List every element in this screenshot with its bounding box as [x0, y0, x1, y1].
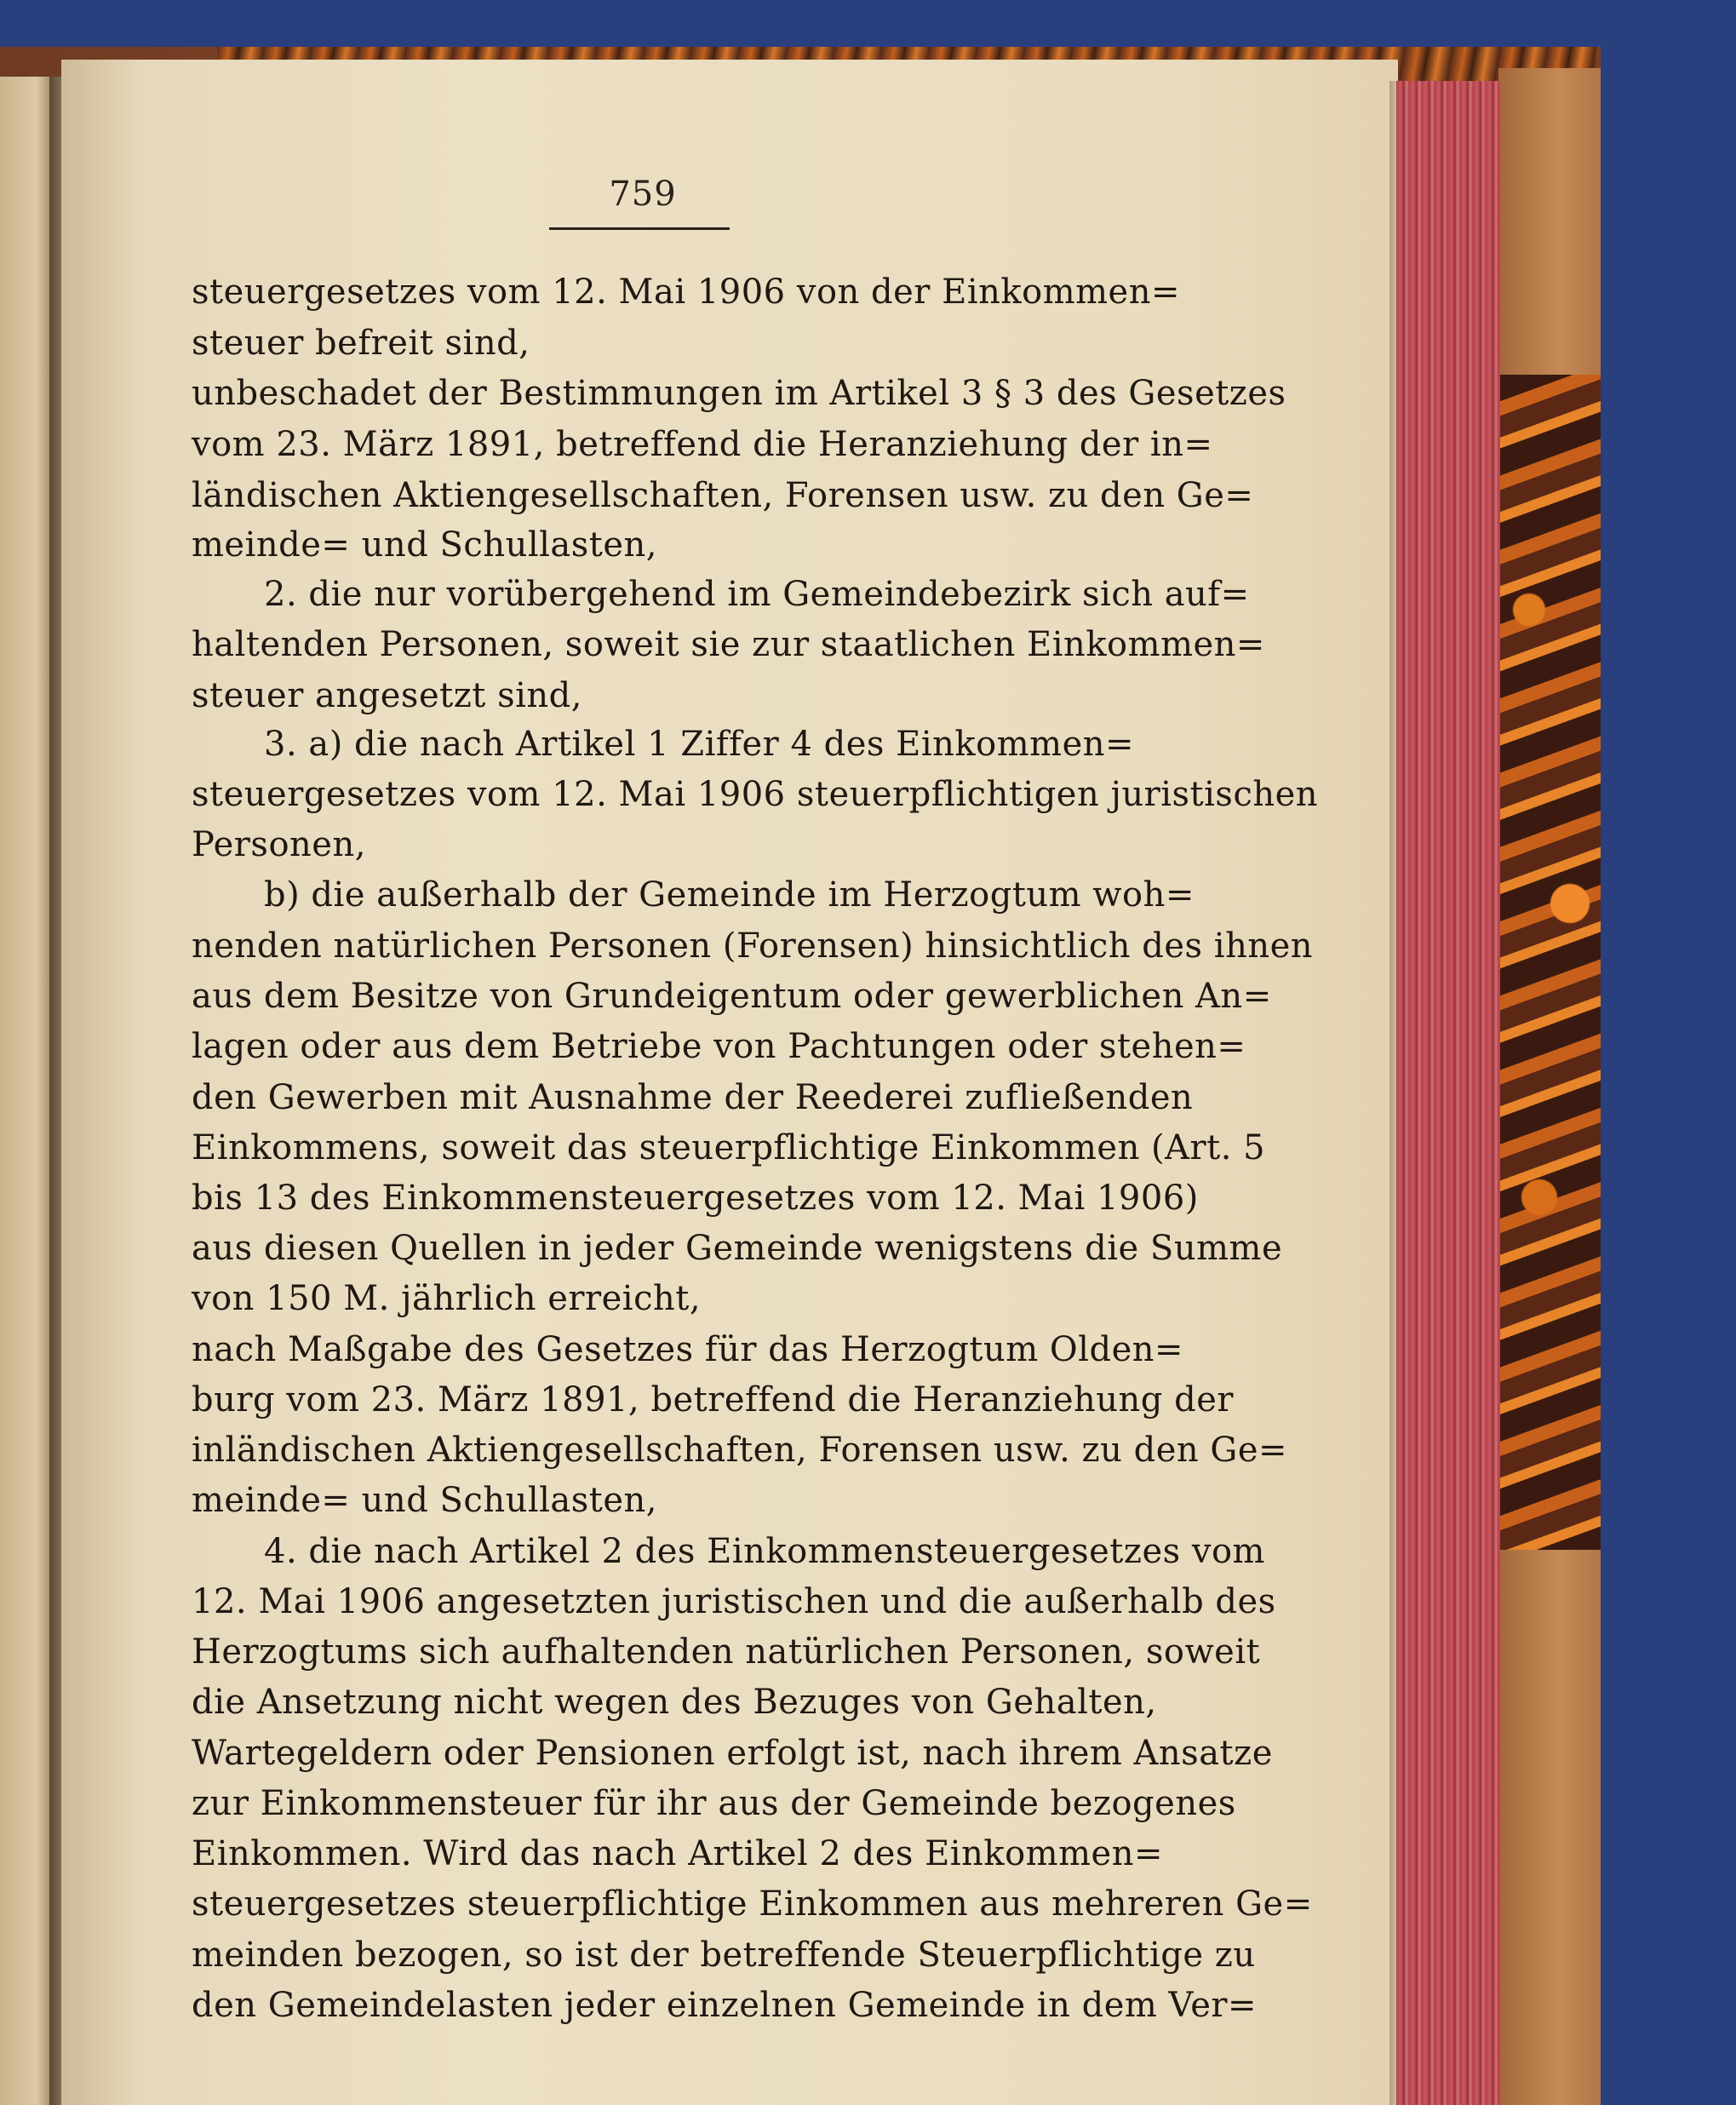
- text-line: 2. die nur vorübergehend im Gemeindebezirk sich auf=: [264, 575, 1250, 614]
- text-line: inländischen Aktiengesellschaften, Forensen usw. zu den Ge=: [192, 1431, 1287, 1470]
- text-line: bis 13 des Einkommensteuergesetzes vom 12. Mai 1906): [192, 1179, 1199, 1218]
- page-header: [549, 175, 736, 214]
- text-line: nenden natürlichen Personen (Forensen) hinsichtlich des ihnen: [192, 926, 1314, 966]
- text-line: von 150 M. jährlich erreicht,: [192, 1279, 702, 1318]
- text-line: lagen oder aus dem Betriebe von Pachtungen oder stehen=: [192, 1027, 1246, 1066]
- left-page-edge: [0, 77, 53, 2105]
- text-line: die Ansetzung nicht wegen des Bezuges von Gehalten,: [192, 1683, 1157, 1722]
- text-line: meinden bezogen, so ist der betreffende Steuerpflichtige zu: [192, 1936, 1256, 1975]
- page-number: 759: [609, 175, 677, 214]
- text-line: steuergesetzes vom 12. Mai 1906 steuerpflichtigen juristischen: [192, 775, 1319, 814]
- text-line: aus dem Besitze von Grundeigentum oder gewerblichen An=: [192, 977, 1272, 1016]
- cover-marbled-paper: [1498, 375, 1601, 1550]
- text-line: meinde= und Schullasten,: [192, 1481, 658, 1520]
- text-line: steuer befreit sind,: [192, 324, 530, 363]
- text-line: haltenden Personen, soweit sie zur staatlichen Einkommen=: [192, 625, 1265, 664]
- text-line: burg vom 23. März 1891, betreffend die Heranziehung der: [192, 1380, 1235, 1420]
- text-line: Wartegeldern oder Pensionen erfolgt ist, nach ihrem Ansatze: [192, 1734, 1273, 1773]
- text-line: nach Maßgabe des Gesetzes für das Herzogtum Olden=: [192, 1330, 1184, 1369]
- text-line: 4. die nach Artikel 2 des Einkommensteuergesetzes vom: [264, 1532, 1265, 1571]
- text-line: vom 23. März 1891, betreffend die Heranziehung der in=: [192, 425, 1213, 464]
- text-line: den Gemeindelasten jeder einzelnen Gemeinde in dem Ver=: [192, 1986, 1258, 2025]
- text-line: Herzogtums sich aufhaltenden natürlichen Personen, soweit: [192, 1632, 1261, 1672]
- text-line: steuergesetzes steuerpflichtige Einkommen aus mehreren Ge=: [192, 1884, 1313, 1924]
- text-line: meinde= und Schullasten,: [192, 525, 658, 565]
- text-line: 3. a) die nach Artikel 1 Ziffer 4 des Einkommen=: [264, 725, 1135, 764]
- text-line: 12. Mai 1906 angesetzten juristischen und die außerhalb des: [192, 1582, 1276, 1621]
- text-line: zur Einkommensteuer für ihr aus der Gemeinde bezogenes: [192, 1784, 1236, 1823]
- header-rule: [549, 227, 730, 230]
- text-line: ländischen Aktiengesellschaften, Forensen usw. zu den Ge=: [192, 476, 1254, 515]
- text-line: Einkommens, soweit das steuerpflichtige Einkommen (Art. 5: [192, 1128, 1266, 1167]
- text-line: aus diesen Quellen in jeder Gemeinde wenigstens die Summe: [192, 1229, 1283, 1268]
- red-page-edges: [1396, 81, 1500, 2105]
- text-line: unbeschadet der Bestimmungen im Artikel 3 § 3 des Gesetzes: [192, 374, 1286, 413]
- text-line: steuer angesetzt sind,: [192, 676, 582, 715]
- text-line: steuergesetzes vom 12. Mai 1906 von der Einkommen=: [192, 272, 1180, 312]
- text-line: Einkommen. Wird das nach Artikel 2 des Einkommen=: [192, 1834, 1163, 1873]
- text-line: den Gewerben mit Ausnahme der Reederei zufließenden: [192, 1078, 1194, 1117]
- text-line: Personen,: [192, 825, 366, 864]
- text-line: b) die außerhalb der Gemeinde im Herzogtum woh=: [264, 875, 1195, 915]
